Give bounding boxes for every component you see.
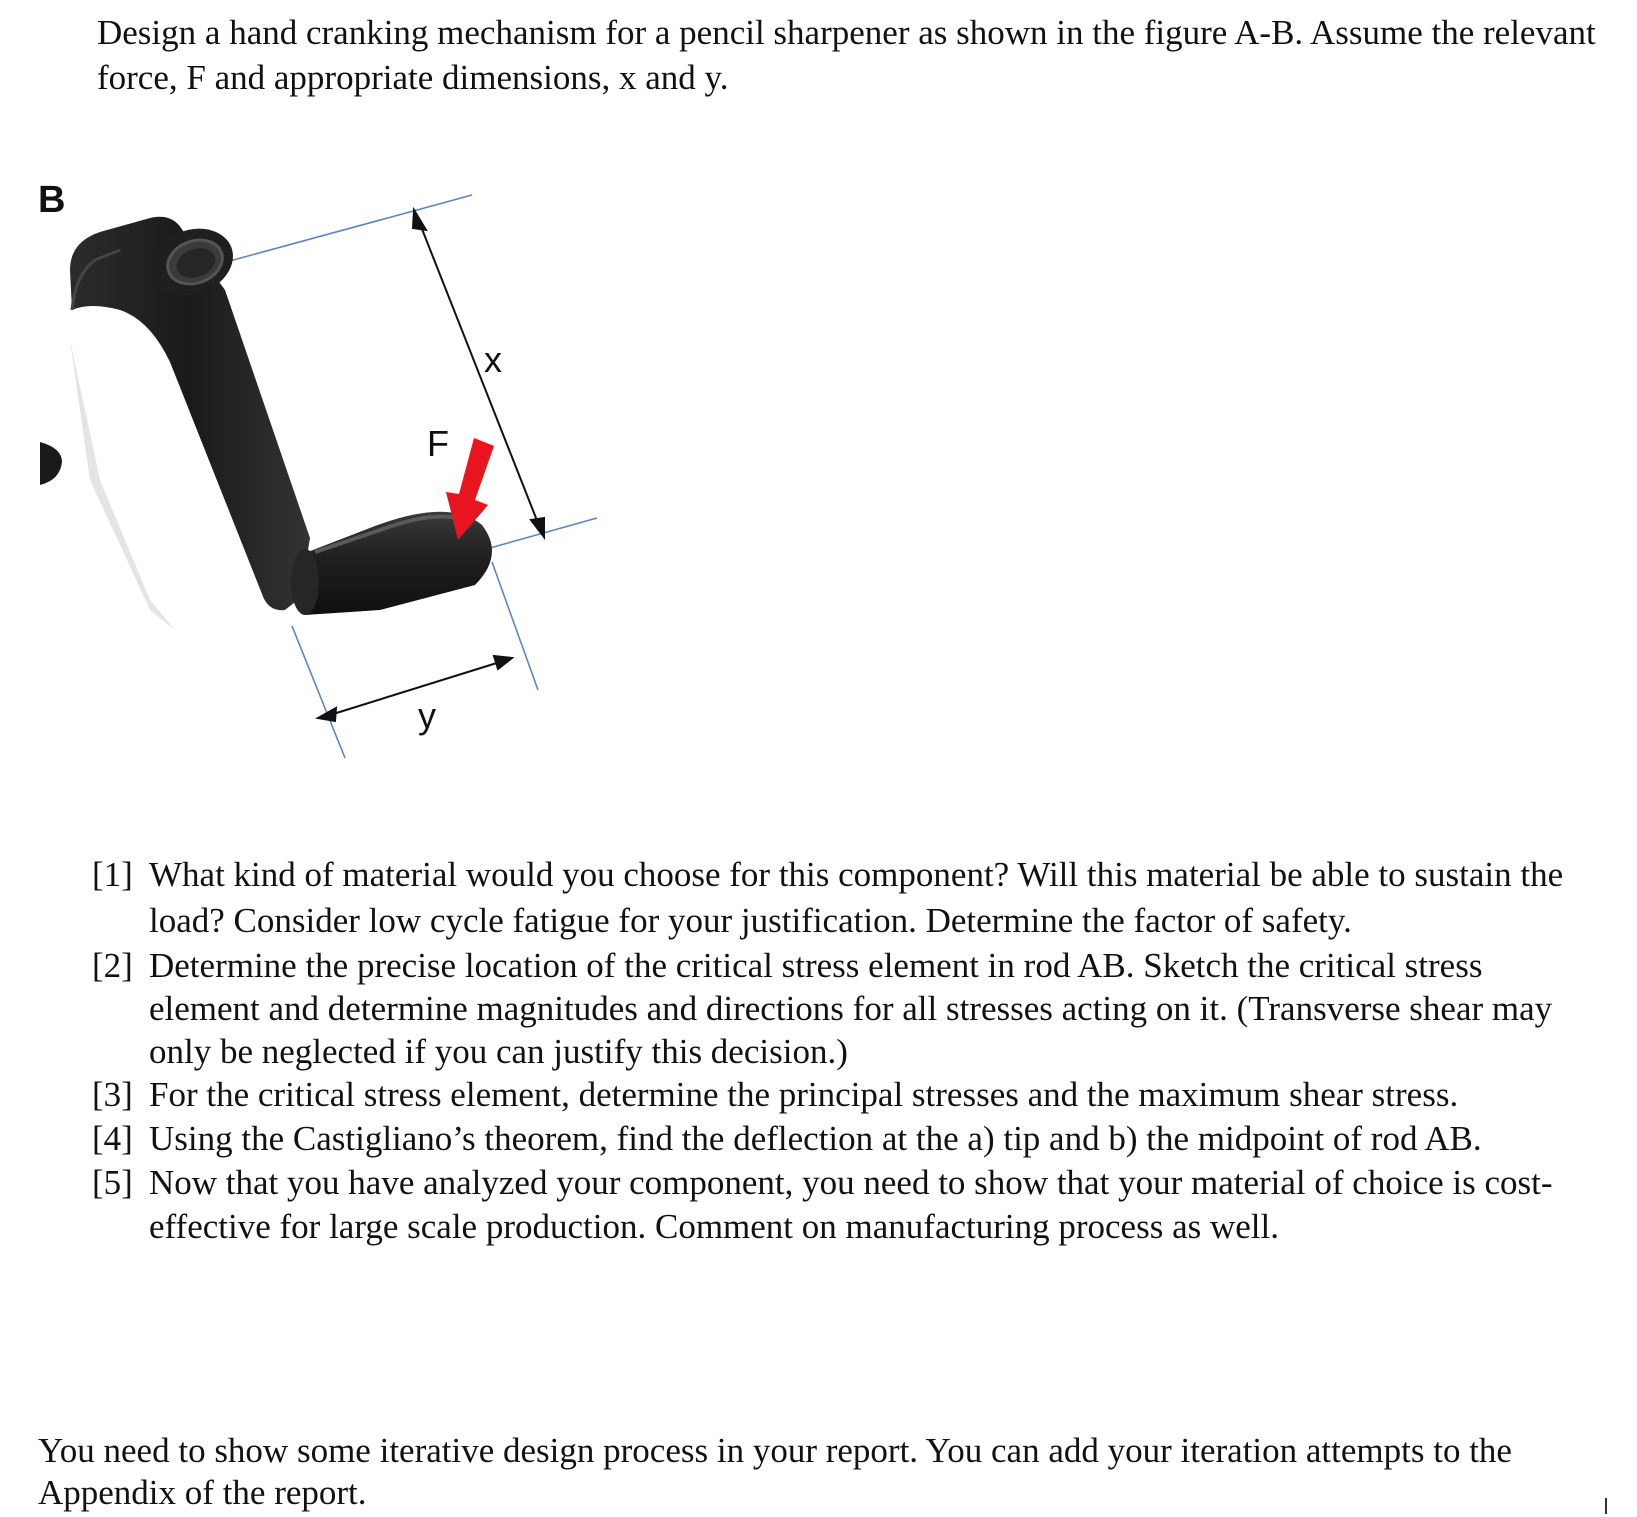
text-cursor-mark [1605, 1498, 1607, 1514]
dimension-x-label: x [484, 339, 502, 380]
dimension-y-arrow [318, 656, 512, 721]
question-text: Determine the precise location of the critical stress element in rod AB. Sketch the critical stress element and determine magnitudes and directions for all stresses acting on it. (Transverse shear may only be neglected if you can justify this decision.) [149, 946, 1553, 1071]
figure-label: B [38, 179, 66, 221]
problem-statement: Design a hand cranking mechanism for a pencil sharpener as shown in the figure A-B. Assume the relevant force, F and appropriate dimensions, x and y. [97, 13, 1596, 97]
crank-handle-figure [0, 180, 700, 820]
force-label: F [427, 423, 449, 464]
dimension-y-label: y [418, 695, 436, 736]
question-list [92, 852, 1592, 1249]
question-item [92, 1161, 1592, 1249]
question-text: Using the Castigliano’s theorem, find the deflection at the a) tip and b) the midpoint of rod AB. [149, 1119, 1482, 1158]
closing-instructions: You need to show some iterative design process in your report. You can add your iteration attempts to the Appendix of the report. [38, 1431, 1512, 1512]
partial-shape [40, 442, 62, 485]
question-number: [4] [92, 1119, 133, 1158]
question-number: [1] [92, 855, 133, 894]
question-item [92, 944, 1592, 1073]
question-text: Now that you have analyzed your component, you need to show that your material of choice is cost-effective for large scale production. Comment on manufacturing process as well. [149, 1163, 1553, 1246]
question-number: [2] [92, 946, 133, 985]
question-item [92, 1073, 1592, 1117]
question-text: For the critical stress element, determine the principal stresses and the maximum shear stress. [149, 1075, 1459, 1114]
question-item [92, 852, 1592, 944]
crank-shadow [70, 340, 175, 630]
question-number: [3] [92, 1075, 133, 1114]
question-text: What kind of material would you choose for this component? Will this material be able to sustain the load? Consider low cycle fatigue for your justification. Determine the factor of safety. [149, 855, 1564, 940]
question-number: [5] [92, 1163, 133, 1202]
question-item [92, 1117, 1592, 1161]
grip-collar [291, 549, 319, 615]
